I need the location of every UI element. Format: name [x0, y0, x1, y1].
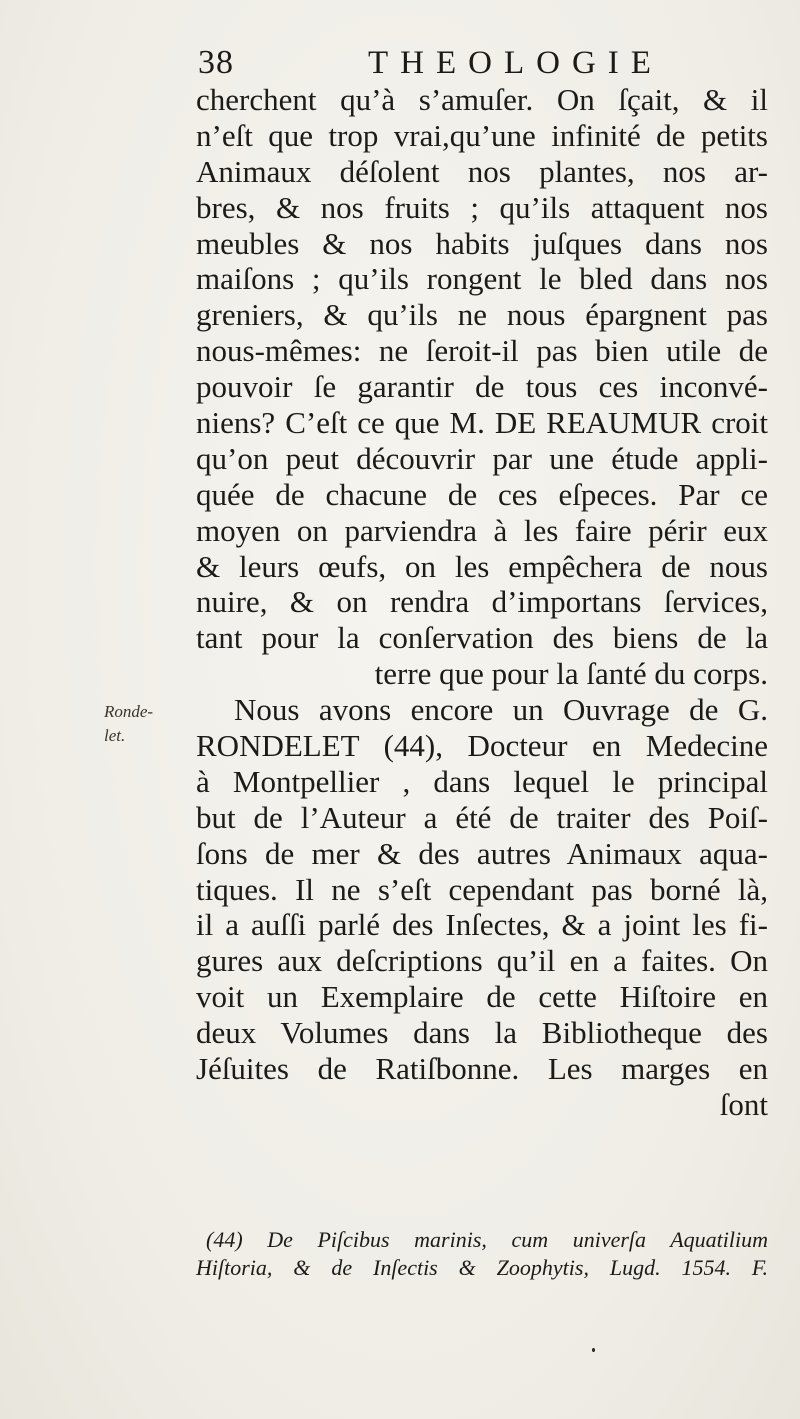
text-line: tant pour la conſervation des biens de la [196, 620, 768, 656]
text-line: RONDELET (44), Docteur en Medecine [196, 728, 768, 764]
margin-note-line: let. [104, 726, 126, 745]
text-line: greniers, & qu’ils ne nous épargnent pas [196, 297, 768, 333]
text-line: moyen on parviendra à les faire périr eux [196, 512, 768, 548]
catchword: ſont [719, 1086, 768, 1122]
text-line: bres, & nos fruits ; qu’ils attaquent nos [196, 189, 768, 225]
margin-note [104, 700, 184, 748]
text-line: quée de chacune de ces eſpeces. Par ce [196, 476, 768, 512]
text-line: meubles & nos habits juſques dans nos [196, 225, 768, 261]
ink-speck [592, 1348, 595, 1352]
text-line: terre que pour la ſanté du corps. [374, 656, 768, 692]
text-line: nuire, & on rendra d’importans ſervices, [196, 584, 768, 620]
text-line: Animaux déſolent nos plantes, nos ar- [196, 153, 768, 189]
text-line: ſons de mer & des autres Animaux aqua- [196, 835, 768, 871]
footnote [196, 1226, 768, 1282]
text-line: n’eſt que trop vrai,qu’une infinité de petits [196, 117, 768, 153]
text-line: & leurs œufs, on les empêchera de nous [196, 548, 768, 584]
text-line: nous-mêmes: ne ſeroit-il pas bien utile de [196, 333, 768, 369]
text-line: Nous avons encore un Ouvrage de G. [234, 692, 768, 728]
text-line: niens? C’eſt ce que M. DE REAUMUR croit [196, 405, 768, 441]
page-header [198, 40, 663, 86]
page-number: 38 [198, 44, 234, 81]
text-line: voit un Exemplaire de cette Hiſtoire en [196, 979, 768, 1015]
text-line: maiſons ; qu’ils rongent le bled dans nos [196, 261, 768, 297]
text-line: gures aux deſcriptions qu’il en a faites. On [196, 943, 768, 979]
text-line: but de l’Auteur a été de traiter des Poiſ- [196, 799, 768, 835]
text-line: à Montpellier , dans lequel le principal [196, 763, 768, 799]
text-line: qu’on peut découvrir par une étude appli- [196, 440, 768, 476]
text-line: il a auſſi parlé des Inſectes, & a joint les fi- [196, 907, 768, 943]
text-line: cherchent qu’à s’amuſer. On ſçait, & il [196, 82, 768, 117]
margin-note-line: Ronde- [104, 702, 154, 721]
text-line: deux Volumes dans la Bibliotheque des [196, 1015, 768, 1051]
text-line: Jéſuites de Ratiſbonne. Les marges en [196, 1051, 768, 1087]
running-title: THEOLOGIE [368, 45, 663, 81]
body-text [196, 82, 768, 1123]
text-line: pouvoir ſe garantir de tous ces inconvé- [196, 369, 768, 405]
footnote-line: Hiſtoria, & de Inſectis & Zoophytis, Lugd. 1554. F. [196, 1255, 768, 1280]
footnote-line: (44) De Piſcibus marinis, cum univerſa Aquatilium [206, 1227, 768, 1252]
text-line: tiques. Il ne s’eſt cependant pas borné là, [196, 871, 768, 907]
